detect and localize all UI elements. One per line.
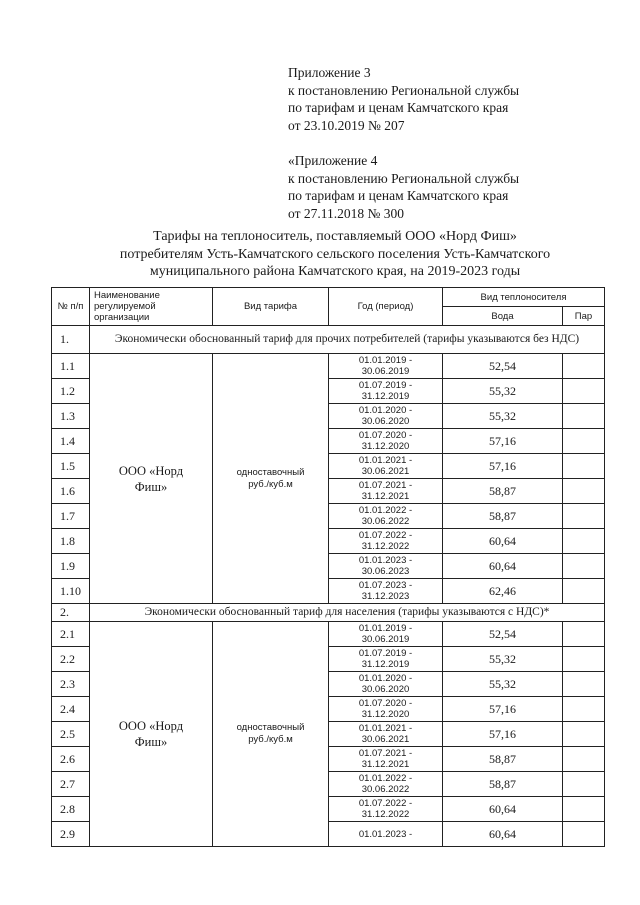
header-period: Год (период) <box>329 288 443 326</box>
appendix-3-line: по тарифам и ценам Камчатского края <box>288 100 509 115</box>
period-cell <box>329 672 443 697</box>
title-line: потребителям Усть-Камчатского сельского поселения Усть-Камчатского <box>119 246 551 262</box>
steam-tariff <box>563 354 605 379</box>
appendix-3-header <box>288 64 519 134</box>
period-to: 31.12.2021 <box>361 759 410 770</box>
water-tariff: 60,64 <box>443 822 563 847</box>
period-cell <box>329 697 443 722</box>
period-to: 31.12.2023 <box>361 591 410 602</box>
water-tariff: 62,46 <box>443 579 563 604</box>
period-cell <box>329 504 443 529</box>
water-tariff: 52,54 <box>443 622 563 647</box>
water-tariff: 60,64 <box>443 529 563 554</box>
period-from: 01.07.2020 - <box>358 698 413 709</box>
period-from: 01.01.2021 - <box>358 455 413 466</box>
period-from: 01.07.2021 - <box>358 748 413 759</box>
section-title: Экономически обоснованный тариф для прочих потребителей (тарифы указываются без НДС) <box>90 326 605 354</box>
appendix-4-line: «Приложение 4 <box>288 153 378 168</box>
period-to: 30.06.2022 <box>361 516 410 527</box>
period-from: 01.01.2022 - <box>358 505 413 516</box>
period-from: 01.01.2022 - <box>358 773 413 784</box>
header-carrier: Вид теплоносителя <box>443 288 605 307</box>
section-title: Экономически обоснованный тариф для населения (тарифы указываются с НДС)* <box>90 604 605 622</box>
title-line: муниципального района Камчатского края, на 2019-2023 годы <box>149 264 521 279</box>
water-tariff: 55,32 <box>443 404 563 429</box>
organization-name: ООО «Норд Фиш» <box>90 354 213 604</box>
steam-tariff <box>563 504 605 529</box>
period-cell <box>329 722 443 747</box>
period-cell <box>329 579 443 604</box>
water-tariff: 58,87 <box>443 772 563 797</box>
steam-tariff <box>563 622 605 647</box>
steam-tariff <box>563 529 605 554</box>
row-number: 2.2 <box>52 647 90 672</box>
period-to: 31.12.2020 <box>361 441 410 452</box>
water-tariff: 55,32 <box>443 647 563 672</box>
period-cell <box>329 797 443 822</box>
steam-tariff <box>563 747 605 772</box>
steam-tariff <box>563 454 605 479</box>
period-to: 31.12.2020 <box>361 709 410 720</box>
title-line: Тарифы на теплоноситель, поставляемый ООО «Норд Фиш» <box>153 229 517 244</box>
appendix-4-line: по тарифам и ценам Камчатского края <box>288 188 509 203</box>
steam-tariff <box>563 697 605 722</box>
steam-tariff <box>563 672 605 697</box>
period-from: 01.07.2022 - <box>358 798 413 809</box>
period-cell <box>329 772 443 797</box>
period-to: 30.06.2019 <box>361 366 410 377</box>
period-to: 30.06.2020 <box>361 684 410 695</box>
tariff-kind: одноставочный руб./куб.м <box>213 622 329 847</box>
appendix-3-line: Приложение 3 <box>288 65 371 80</box>
period-to: 30.06.2022 <box>361 784 410 795</box>
row-number: 1.1 <box>52 354 90 379</box>
period-from: 01.01.2019 - <box>358 623 413 634</box>
water-tariff: 60,64 <box>443 797 563 822</box>
row-number: 1.3 <box>52 404 90 429</box>
period-cell <box>329 747 443 772</box>
steam-tariff <box>563 479 605 504</box>
steam-tariff <box>563 429 605 454</box>
period-to: 30.06.2023 <box>361 566 410 577</box>
row-number: 1.8 <box>52 529 90 554</box>
period-to: 30.06.2021 <box>361 734 410 745</box>
period-cell <box>329 554 443 579</box>
row-number: 2.6 <box>52 747 90 772</box>
period-cell <box>329 379 443 404</box>
period-cell <box>329 454 443 479</box>
period-to: 31.12.2022 <box>361 809 410 820</box>
water-tariff: 52,54 <box>443 354 563 379</box>
tariff-row <box>52 622 605 647</box>
steam-tariff <box>563 579 605 604</box>
period-cell <box>329 404 443 429</box>
period-cell <box>329 529 443 554</box>
appendix-4-line: от 27.11.2018 № 300 <box>288 205 404 221</box>
water-tariff: 60,64 <box>443 554 563 579</box>
header-num: № п/п <box>52 288 90 326</box>
row-number: 2.9 <box>52 822 90 847</box>
document-title <box>60 228 610 281</box>
row-number: 1.5 <box>52 454 90 479</box>
section-row <box>52 604 605 622</box>
water-tariff: 57,16 <box>443 697 563 722</box>
water-tariff: 57,16 <box>443 429 563 454</box>
row-number: 2.4 <box>52 697 90 722</box>
water-tariff: 55,32 <box>443 379 563 404</box>
period-from: 01.07.2020 - <box>358 430 413 441</box>
appendix-4-header <box>288 152 519 222</box>
organization-name: ООО «Норд Фиш» <box>90 622 213 847</box>
period-to: 30.06.2021 <box>361 466 410 477</box>
period-to: 31.12.2022 <box>361 541 410 552</box>
water-tariff: 57,16 <box>443 722 563 747</box>
header-water: Вода <box>443 307 563 326</box>
steam-tariff <box>563 722 605 747</box>
period-cell <box>329 822 443 847</box>
period-from: 01.07.2021 - <box>358 480 413 491</box>
row-number: 1.7 <box>52 504 90 529</box>
row-number: 1.9 <box>52 554 90 579</box>
header-steam: Пар <box>563 307 605 326</box>
period-from: 01.07.2022 - <box>358 530 413 541</box>
section-number: 2. <box>52 604 90 622</box>
appendix-4-line: к постановлению Региональной службы <box>288 170 520 186</box>
steam-tariff <box>563 554 605 579</box>
header-kind: Вид тарифа <box>213 288 329 326</box>
row-number: 1.6 <box>52 479 90 504</box>
period-to: 31.12.2019 <box>361 391 410 402</box>
period-cell <box>329 429 443 454</box>
period-from: 01.07.2019 - <box>358 648 413 659</box>
water-tariff: 57,16 <box>443 454 563 479</box>
row-number: 2.8 <box>52 797 90 822</box>
row-number: 2.3 <box>52 672 90 697</box>
period-to: 30.06.2020 <box>361 416 410 427</box>
tariff-kind: одноставочный руб./куб.м <box>213 354 329 604</box>
row-number: 2.1 <box>52 622 90 647</box>
period-from: 01.07.2019 - <box>358 380 413 391</box>
appendix-3-line: от 23.10.2019 № 207 <box>288 117 405 133</box>
tariff-row <box>52 354 605 379</box>
header-org: Наименование регулируемой организации <box>90 288 213 326</box>
steam-tariff <box>563 797 605 822</box>
period-cell <box>329 647 443 672</box>
period-to: 30.06.2019 <box>361 634 410 645</box>
period-from: 01.01.2023 - <box>358 828 413 840</box>
section-row <box>52 326 605 354</box>
period-from: 01.01.2020 - <box>358 673 413 684</box>
water-tariff: 58,87 <box>443 479 563 504</box>
water-tariff: 55,32 <box>443 672 563 697</box>
period-cell <box>329 354 443 379</box>
period-from: 01.01.2023 - <box>358 555 413 566</box>
period-cell <box>329 479 443 504</box>
steam-tariff <box>563 404 605 429</box>
period-to: 31.12.2019 <box>361 659 410 670</box>
row-number: 2.5 <box>52 722 90 747</box>
steam-tariff <box>563 772 605 797</box>
row-number: 1.10 <box>52 579 90 604</box>
period-to: 31.12.2021 <box>361 491 410 502</box>
steam-tariff <box>563 822 605 847</box>
period-from: 01.01.2019 - <box>358 355 413 366</box>
appendix-3-line: к постановлению Региональной службы <box>288 82 520 98</box>
row-number: 1.4 <box>52 429 90 454</box>
period-from: 01.07.2023 - <box>358 580 413 591</box>
period-from: 01.01.2020 - <box>358 405 413 416</box>
period-cell <box>329 622 443 647</box>
period-from: 01.01.2021 - <box>358 723 413 734</box>
section-number: 1. <box>52 326 90 354</box>
row-number: 2.7 <box>52 772 90 797</box>
water-tariff: 58,87 <box>443 504 563 529</box>
tariff-table <box>51 287 605 847</box>
steam-tariff <box>563 379 605 404</box>
water-tariff: 58,87 <box>443 747 563 772</box>
steam-tariff <box>563 647 605 672</box>
row-number: 1.2 <box>52 379 90 404</box>
